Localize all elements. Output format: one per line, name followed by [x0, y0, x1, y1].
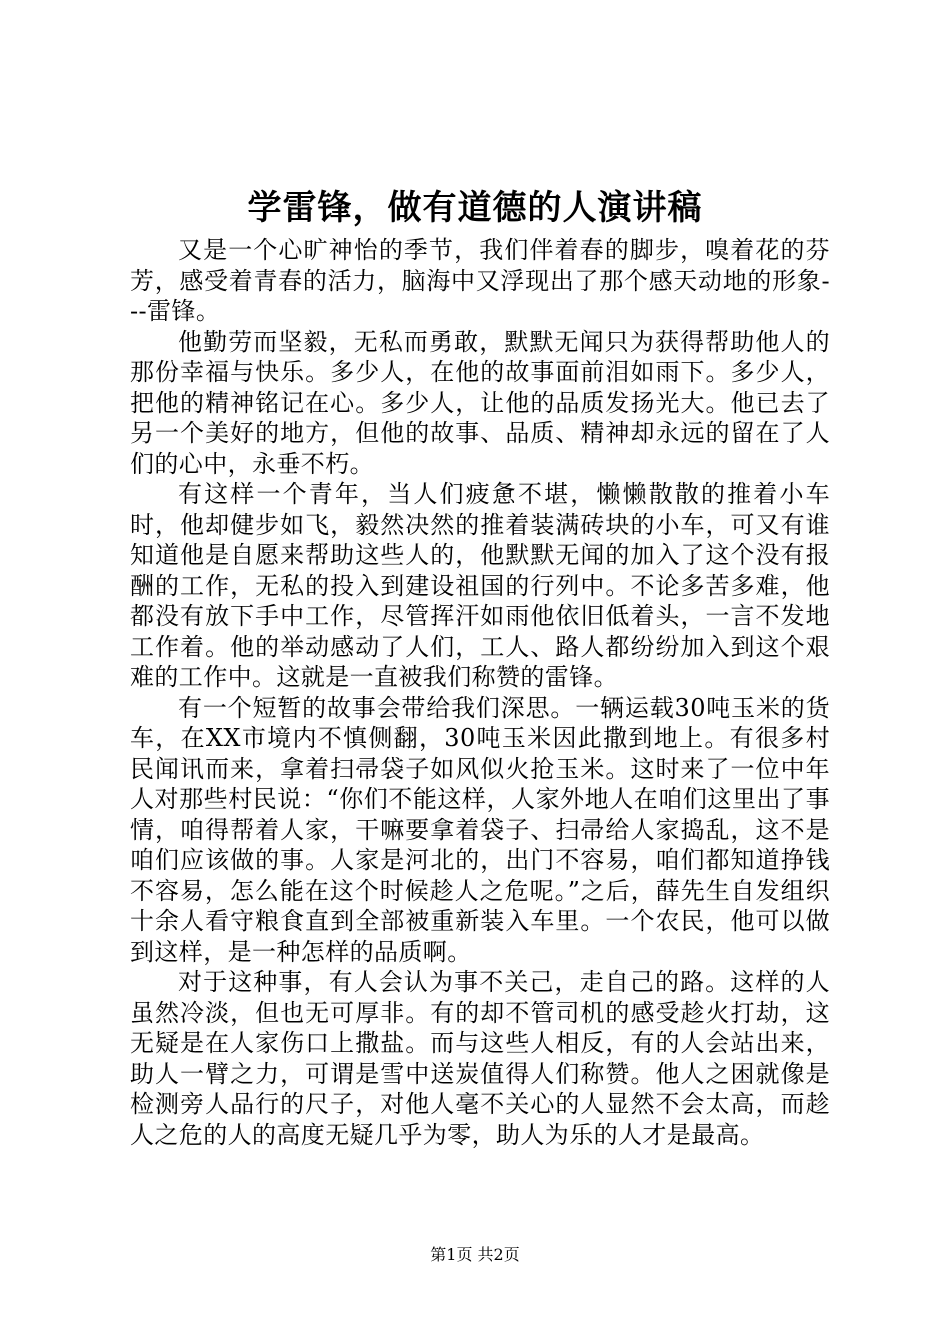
document-title: 学雷锋，做有道德的人演讲稿 — [247, 188, 703, 228]
paragraph: 有这样一个青年，当人们疲惫不堪，懒懒散散的推着小车时，他却健步如飞，毅然决然的推着装满砖块的小车，可又有谁知道他是自愿来帮助这些人的，他默默无闻的加入了这个没有报酬的工作，无私的投入到建设祖国的行列中。不论多苦多难，他都没有放下手中工作，尽管挥汗如雨他依旧低着头，一言不发地工作着。他的举动感动了人们，工人、路人都纷纷加入到这个艰难的工作中。这就是一直被我们称赞的雷锋。 — [130, 480, 830, 691]
document-body — [130, 235, 830, 1150]
paragraph: 对于这种事，有人会认为事不关己，走自己的路。这样的人虽然冷淡，但也无可厚非。有的却不管司机的感受趁火打劫，这无疑是在人家伤口上撒盐。而与这些人相反，有的人会站出来，助人一臂之力，可谓是雪中送炭值得人们称赞。他人之困就像是检测旁人品行的尺子，对他人毫不关心的人显然不会太高，而趁人之危的人的高度无疑几乎为零，助人为乐的人才是最高。 — [130, 968, 830, 1149]
page-footer: 第1页 共2页 — [430, 1245, 520, 1264]
paragraph: 又是一个心旷神怡的季节，我们伴着春的脚步，嗅着花的芬芳，感受着青春的活力，脑海中又浮现出了那个感天动地的形象---雷锋。 — [130, 236, 830, 325]
paragraph: 他勤劳而坚毅，无私而勇敢，默默无闻只为获得帮助他人的那份幸福与快乐。多少人，在他的故事面前泪如雨下。多少人，把他的精神铭记在心。多少人，让他的品质发扬光大。他已去了另一个美好的地方，但他的故事、品质、精神却永远的留在了人们的心中，永垂不朽。 — [130, 327, 830, 478]
paragraph: 有一个短暂的故事会带给我们深思。一辆运载30吨玉米的货车，在XX市境内不慎侧翻，30吨玉米因此撒到地上。有很多村民闻讯而来，拿着扫帚袋子如风似火抢玉米。这时来了一位中年人对那些村民说：“你们不能这样，人家外地人在咱们这里出了事情，咱得帮着人家，干嘛要拿着袋子、扫帚给人家捣乱，这不是咱们应该做的事。人家是河北的，出门不容易，咱们都知道挣钱不容易，怎么能在这个时候趁人之危呢。”之后，薛先生自发组织十余人看守粮食直到全部被重新装入车里。一个农民，他可以做到这样，是一种怎样的品质啊。 — [130, 693, 830, 966]
